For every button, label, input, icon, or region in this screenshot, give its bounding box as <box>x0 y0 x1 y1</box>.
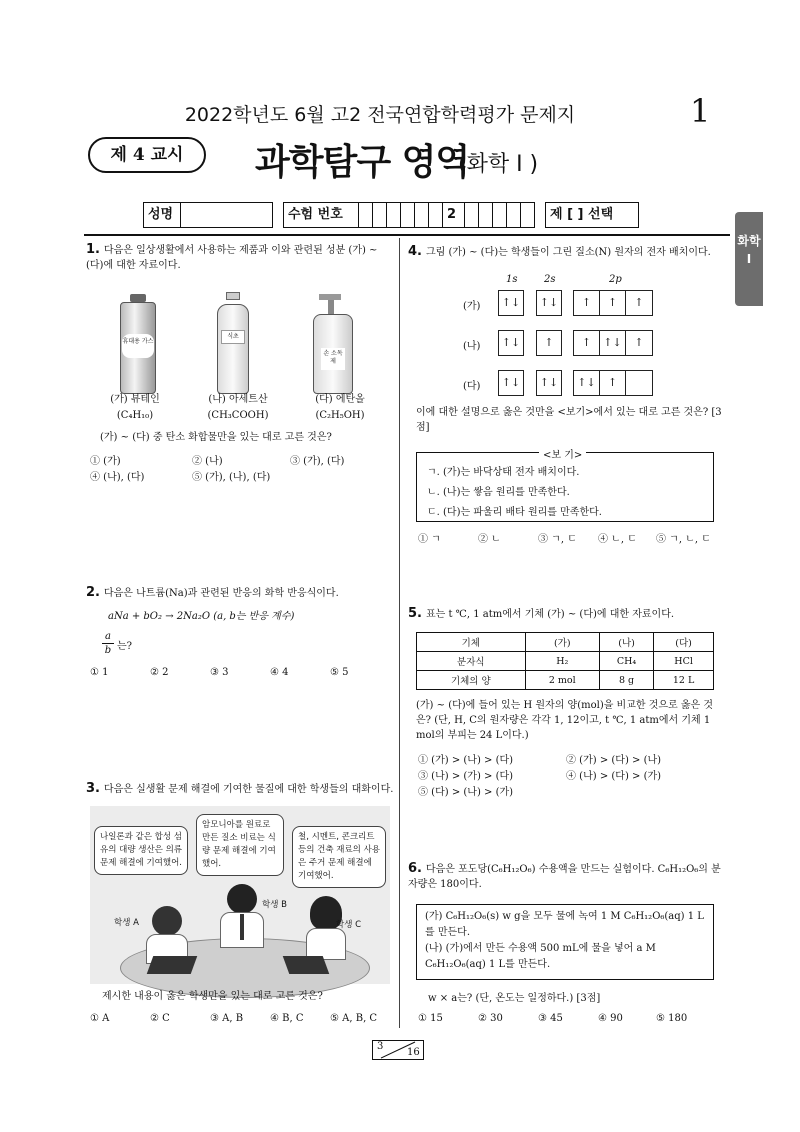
table-header: 기체 <box>417 633 526 652</box>
product-tag: 손 소독제 <box>321 348 345 370</box>
exam-no-box[interactable] <box>359 202 373 228</box>
choice[interactable]: ④ (나) > (다) > (가) <box>566 771 662 782</box>
table-header: (나) <box>599 633 653 652</box>
question-4 <box>408 244 730 260</box>
exam-no-box[interactable] <box>415 202 429 228</box>
choice[interactable]: ② (가) > (다) > (나) <box>566 755 662 766</box>
exam-title: 2022학년도 6월 고2 전국연합학력평가 문제지 <box>184 104 576 126</box>
choice[interactable]: ② 30 <box>478 1013 503 1024</box>
question-text: 그림 (가) ~ (다)는 학생들이 그린 질소(N) 원자의 전자 배치이다. <box>425 247 711 258</box>
choice[interactable]: ① (가) > (나) > (다) <box>418 755 514 766</box>
choice[interactable]: ② C <box>150 1013 170 1024</box>
choice[interactable]: ④ 90 <box>598 1013 623 1024</box>
choice[interactable]: ③ A, B <box>210 1013 244 1024</box>
exam-no-box[interactable] <box>373 202 387 228</box>
page-indicator <box>372 1040 424 1060</box>
exam-no-box[interactable] <box>479 202 493 228</box>
choice[interactable]: ④ B, C <box>270 1013 304 1024</box>
table-row <box>417 671 714 690</box>
question-text: 다음은 포도당(C₆H₁₂O₆) 수용액을 만드는 실험이다. C₆H₁₂O₆의 분자량은 180이다. <box>408 864 721 890</box>
question-prompt: 이에 대한 설명으로 옳은 것만을 <보기>에서 있는 대로 고른 것은? [3점] <box>416 407 722 433</box>
orbital-2p: ↑↓ ↑ <box>573 370 653 396</box>
item-label: (가) 뷰테인 (C₄H₁₀) <box>110 394 160 421</box>
choice[interactable]: ① 1 <box>90 667 109 678</box>
table-cell: 2 mol <box>525 671 599 690</box>
bogi-item: ㄴ. (나)는 쌓음 원리를 만족한다. <box>427 487 570 498</box>
name-field[interactable] <box>181 202 273 228</box>
bogi-item: ㄱ. (가)는 바닥상태 전자 배치이다. <box>427 467 580 478</box>
item-label: (나) 아세트산 (CH₃COOH) <box>207 394 269 421</box>
question-number: 1. <box>86 242 100 257</box>
orbital-header: 1s <box>506 274 518 285</box>
orbital-2p: ↑ ↑↓ ↑ <box>573 330 653 356</box>
table-cell: 기체의 양 <box>417 671 526 690</box>
header-rule <box>84 234 730 236</box>
choice[interactable]: ③ (나) > (가) > (다) <box>418 771 514 782</box>
question-text: 표는 t ℃, 1 atm에서 기체 (가) ~ (다)에 대한 자료이다. <box>425 609 675 620</box>
table-row <box>417 652 714 671</box>
page-number: 1 <box>690 92 711 130</box>
gas-data-table <box>416 632 714 690</box>
question-prompt: (가) ~ (다) 중 탄소 화합물만을 있는 대로 고른 것은? <box>100 432 332 443</box>
orbital-2s: ↑↓ <box>536 370 562 396</box>
orbital-2s: ↑↓ <box>536 290 562 316</box>
exam-no-box[interactable] <box>401 202 415 228</box>
choice[interactable]: ④ ㄴ, ㄷ <box>598 534 637 545</box>
question-prompt: 는? <box>117 641 133 652</box>
choice[interactable]: ③ 45 <box>538 1013 563 1024</box>
table-cell: 분자식 <box>417 652 526 671</box>
choice[interactable]: ⑤ ㄱ, ㄴ, ㄷ <box>656 534 711 545</box>
exam-no-box[interactable] <box>493 202 507 228</box>
question-prompt: (가) ~ (다)에 들어 있는 H 원자의 양(mol)을 비교한 것으로 옳은 것은? (단, H, C의 원자량은 각각 1, 12이고, t ℃, 1 atm에서 기체 1 mol의 부피는 24 L이다.) <box>416 700 714 741</box>
choice[interactable]: ③ (가), (다) <box>290 456 345 467</box>
question-number: 2. <box>86 585 100 600</box>
question-number: 4. <box>408 244 422 259</box>
exam-no-box[interactable] <box>507 202 521 228</box>
choice[interactable]: ② ㄴ <box>478 534 501 545</box>
reaction-equation: aNa + bO₂ → 2Na₂O (a, b는 반응 계수) <box>108 611 295 622</box>
choice-label: 제 [ ] 선택 <box>545 202 639 228</box>
question-text: 다음은 나트륨(Na)과 관련된 반응의 화학 반응식이다. <box>103 588 339 599</box>
choice[interactable]: ② (나) <box>192 456 223 467</box>
question-1 <box>86 242 392 273</box>
choice[interactable]: ② 2 <box>150 667 169 678</box>
choice[interactable]: ③ 3 <box>210 667 229 678</box>
question-number: 5. <box>408 606 422 621</box>
speech-bubble-c: 철, 시멘트, 콘크리트 등의 건축 재료의 사용은 주거 문제 해결에 기여했어. <box>292 826 386 888</box>
exam-no-box[interactable] <box>387 202 401 228</box>
exam-no-digit: 2 <box>443 202 465 228</box>
table-cell: H₂ <box>525 652 599 671</box>
fraction: a b <box>102 630 114 657</box>
config-label: (다) <box>463 381 481 392</box>
product-tag: 식초 <box>221 330 245 344</box>
bogi-title: <보 기> <box>539 446 586 461</box>
orbital-2s: ↑ <box>536 330 562 356</box>
question-2 <box>86 585 392 601</box>
exam-no-box[interactable] <box>429 202 443 228</box>
exam-no-box[interactable] <box>465 202 479 228</box>
exam-no-label: 수험 번호 <box>283 202 359 228</box>
student-a-head <box>152 906 182 936</box>
question-prompt: w × a는? (단, 온도는 일정하다.) [3점] <box>428 993 601 1004</box>
column-divider <box>399 238 400 1028</box>
question-6 <box>408 861 730 892</box>
orbital-1s: ↑↓ <box>498 290 524 316</box>
question-text: 다음은 실생활 문제 해결에 기여한 물질에 대한 학생들의 대화이다. <box>103 784 394 795</box>
item-label: (다) 에탄올 (C₂H₅OH) <box>315 394 365 421</box>
speech-bubble-b: 암모니아를 원료로 만든 질소 비료는 식량 문제 해결에 기여했어. <box>196 814 284 876</box>
question-prompt: 제시한 내용이 옳은 학생만을 있는 대로 고른 것은? <box>102 991 323 1002</box>
config-label: (나) <box>463 341 481 352</box>
product-tag: 휴대용 가스 <box>122 334 154 358</box>
choice[interactable]: ⑤ (다) > (나) > (가) <box>418 787 514 798</box>
bogi-box <box>416 452 714 522</box>
speech-bubble-a: 나일론과 같은 합성 섬유의 대량 생산은 의류 문제 해결에 기여했어. <box>94 826 188 875</box>
choice[interactable]: ④ 4 <box>270 667 289 678</box>
students-illustration <box>90 806 390 984</box>
choice[interactable]: ③ ㄱ, ㄷ <box>538 534 577 545</box>
question-number: 3. <box>86 781 100 796</box>
student-label: 학생 C <box>336 920 362 930</box>
exam-no-box[interactable] <box>521 202 535 228</box>
subject-title: (화학 I ) <box>458 152 539 177</box>
id-row <box>143 202 639 228</box>
current-page: 3 <box>377 1041 384 1052</box>
question-3 <box>86 781 396 797</box>
vinegar-bottle-image <box>215 292 251 394</box>
student-label: 학생 B <box>262 900 287 910</box>
experiment-box <box>416 904 714 980</box>
choice[interactable]: ⑤ 180 <box>656 1013 688 1024</box>
experiment-step: (나) (가)에서 만든 수용액 500 mL에 물을 넣어 a M C₆H₁₂O₆(aq) 1 L를 만든다. <box>425 943 656 970</box>
config-label: (가) <box>463 301 481 312</box>
period-badge: 제 4 교시 <box>88 137 206 173</box>
choice[interactable]: ① 15 <box>418 1013 443 1024</box>
choice[interactable]: ⑤ 5 <box>330 667 349 678</box>
table-cell: HCl <box>654 652 714 671</box>
main-title: 과학탐구 영역 <box>255 142 470 183</box>
student-b-head <box>227 884 257 914</box>
sanitizer-bottle-image <box>311 294 355 394</box>
student-label: 학생 A <box>114 918 139 928</box>
table-header: (다) <box>654 633 714 652</box>
orbital-header: 2p <box>609 274 622 285</box>
question-5 <box>408 606 730 622</box>
choice[interactable]: ① A <box>90 1013 110 1024</box>
experiment-step: (가) C₆H₁₂O₆(s) w g을 모두 물에 녹여 1 M C₆H₁₂O₆(aq) 1 L를 만든다. <box>425 911 704 938</box>
table-cell: 8 g <box>599 671 653 690</box>
table-cell: CH₄ <box>599 652 653 671</box>
orbital-1s: ↑↓ <box>498 330 524 356</box>
question-number: 6. <box>408 861 422 876</box>
choice[interactable]: ① ㄱ <box>418 534 441 545</box>
orbital-1s: ↑↓ <box>498 370 524 396</box>
subject-side-tab: 화학 I <box>735 212 763 306</box>
choice[interactable]: ⑤ A, B, C <box>330 1013 378 1024</box>
orbital-header: 2s <box>544 274 556 285</box>
orbital-2p: ↑ ↑ ↑ <box>573 290 653 316</box>
table-header-row <box>417 633 714 652</box>
choice[interactable]: ① (가) <box>90 456 121 467</box>
total-pages: 16 <box>407 1047 420 1058</box>
gas-can-image <box>118 294 158 394</box>
choice[interactable]: ⑤ (가), (나), (다) <box>192 472 271 483</box>
table-header: (가) <box>525 633 599 652</box>
bogi-item: ㄷ. (다)는 파울리 배타 원리를 만족한다. <box>427 507 602 518</box>
table-cell: 12 L <box>654 671 714 690</box>
name-label: 성명 <box>143 202 181 228</box>
choice[interactable]: ④ (나), (다) <box>90 472 145 483</box>
question-text: 다음은 일상생활에서 사용하는 제품과 이와 관련된 성분 (가) ~ (다)에 대한 자료이다. <box>86 245 378 271</box>
